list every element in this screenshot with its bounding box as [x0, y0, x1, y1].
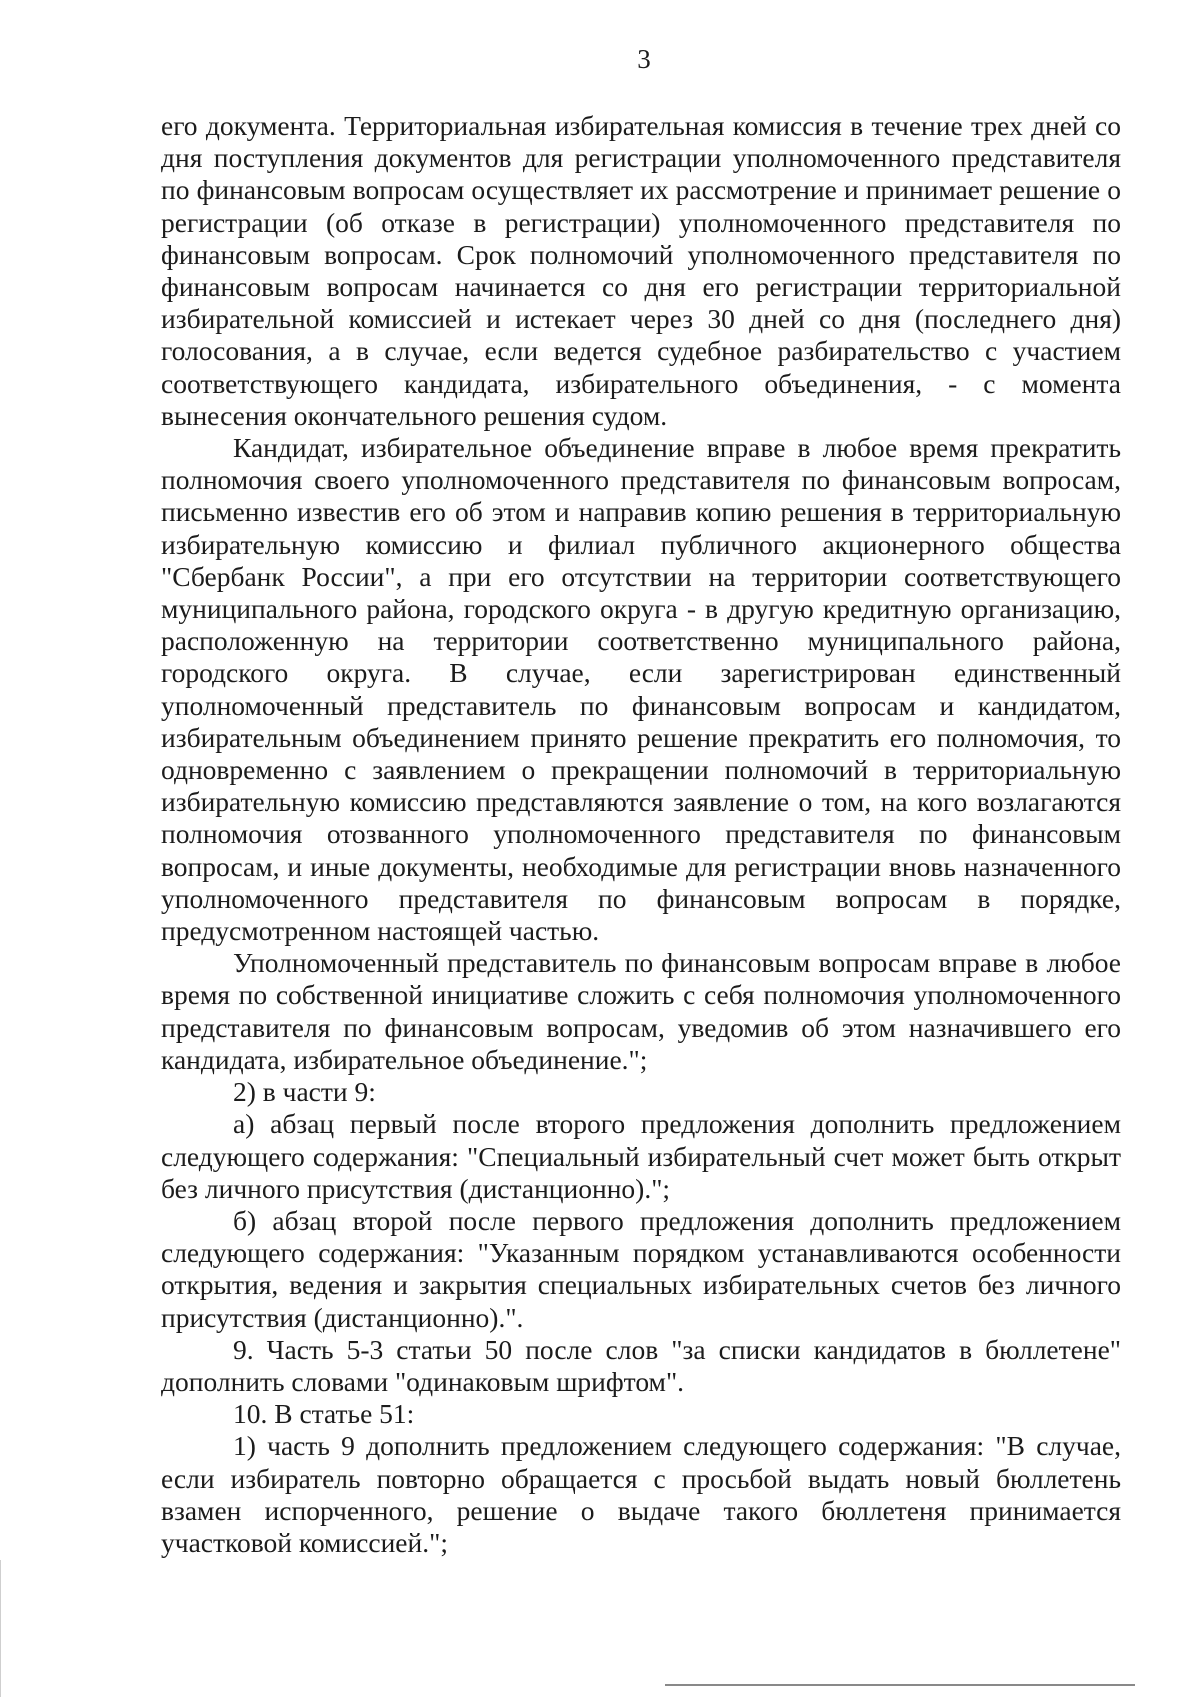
document-body	[161, 110, 1121, 1559]
scan-edge	[0, 1560, 1, 1697]
paragraph: его документа. Территориальная избирательная комиссия в течение трех дней со дня поступления документов для регистрации уполномоченного представителя по финансовым вопросам осуществляет их рассмотрение и принимает решение о регистрации (об отказе в регистрации) уполномоченного представителя по финансовым вопросам. Срок полномочий уполномоченного представителя по финансовым вопросам начинается со дня его регистрации территориальной избирательной комиссией и истекает через 30 дней со дня (последнего дня) голосования, а в случае, если ведется судебное разбирательство с участием соответствующего кандидата, избирательного объединения, - с момента вынесения окончательного решения судом.	[161, 110, 1121, 431]
paragraph: а) абзац первый после второго предложения дополнить предложением следующего содержания: "Специальный избирательный счет может быть открыт без личного присутствия (дистанционно).";	[161, 1108, 1121, 1204]
paragraph: 2) в части 9:	[233, 1076, 376, 1108]
paragraph: 1) часть 9 дополнить предложением следующего содержания: "В случае, если избиратель повторно обращается с просьбой выдать новый бюллетень взамен испорченного, решение о выдаче такого бюллетеня принимается участковой комиссией.";	[161, 1430, 1121, 1558]
paragraph: Кандидат, избирательное объединение вправе в любое время прекратить полномочия своего уполномоченного представителя по финансовым вопросам, письменно известив его об этом и направив копию решения в территориальную избирательную комиссию и филиал публичного акционерного общества "Сбербанк России", а при его отсутствии на территории соответствующего муниципального района, городского округа - в другую кредитную организацию, расположенную на территории соответственно муниципального района, городского округа. В случае, если зарегистрирован единственный уполномоченный представитель по финансовым вопросам и кандидатом, избирательным объединением принято решение прекратить его полномочия, то одновременно с заявлением о прекращении полномочий в территориальную избирательную комиссию представляются заявление о том, на кого возлагаются полномочия отозванного уполномоченного представителя по финансовым вопросам, и иные документы, необходимые для регистрации вновь назначенного уполномоченного представителя по финансовым вопросам в порядке, предусмотренном настоящей частью.	[161, 432, 1121, 947]
paragraph: 9. Часть 5-3 статьи 50 после слов "за списки кандидатов в бюллетене" дополнить словами "одинаковым шрифтом".	[161, 1333, 1121, 1397]
page-number: 3	[637, 44, 651, 74]
paragraph: 10. В статье 51:	[233, 1398, 415, 1430]
paragraph: б) абзац второй после первого предложения дополнить предложением следующего содержания: "Указанным порядком устанавливаются особенности открытия, ведения и закрытия специальных избирательных счетов без личного присутствия (дистанционно).".	[161, 1204, 1121, 1333]
scan-artifact-line	[665, 1684, 1135, 1686]
paragraph: Уполномоченный представитель по финансовым вопросам вправе в любое время по собственной инициативе сложить с себя полномочия уполномоченного представителя по финансовым вопросам, уведомив об этом назначившего его кандидата, избирательное объединение.";	[161, 947, 1121, 1075]
